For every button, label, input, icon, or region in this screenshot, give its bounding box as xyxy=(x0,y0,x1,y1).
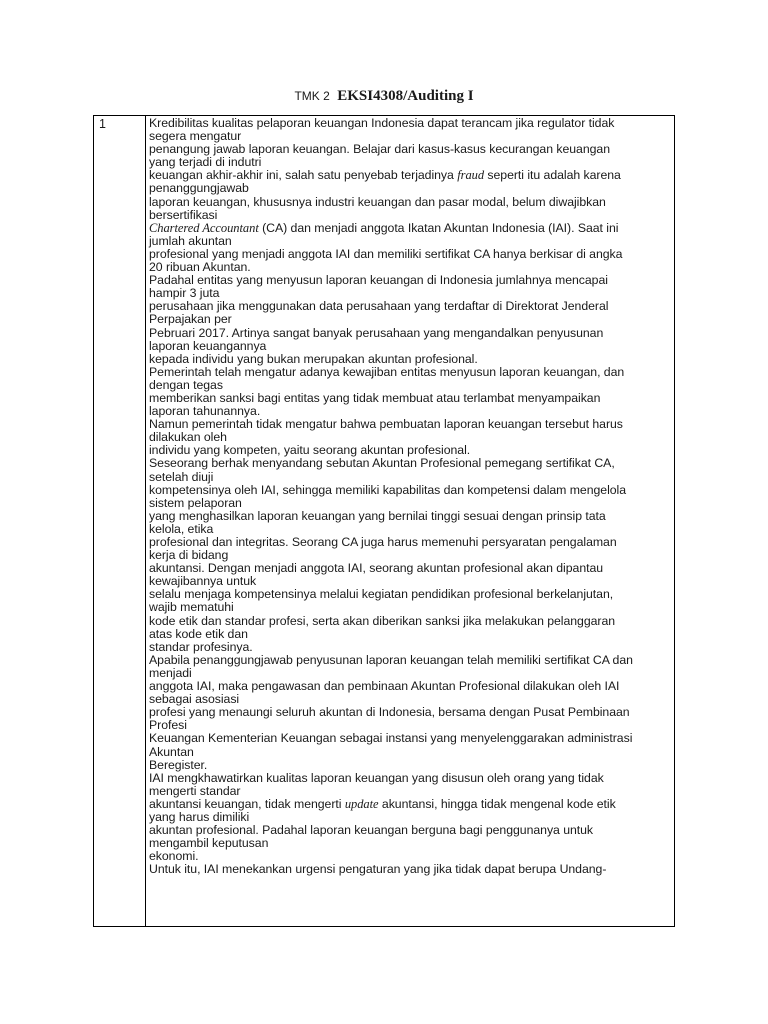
text-segment: Pemerintah telah mengatur adanya kewajiban entitas menyusun laporan keuangan, dan xyxy=(149,364,625,379)
text-segment: menjadi xyxy=(149,665,192,680)
italic-term: update xyxy=(344,796,379,811)
text-line xyxy=(149,746,674,759)
text-segment: mengambil keputusan xyxy=(149,836,269,851)
text-line xyxy=(149,706,674,719)
text-segment: akuntansi, hingga tidak mengenal kode etik xyxy=(378,796,616,811)
text-segment: wajib mematuhi xyxy=(149,600,234,615)
text-segment: Namun pemerintah tidak mengatur bahwa pembuatan laporan keuangan tersebut harus xyxy=(149,417,623,432)
text-segment: profesional yang menjadi anggota IAI dan memiliki sertifikat CA hanya berkisar di angka xyxy=(149,246,623,261)
text-segment: jumlah akuntan xyxy=(149,233,232,248)
text-segment: perusahaan jika menggunakan data perusahaan yang terdaftar di Direktorat Jenderal xyxy=(149,299,609,314)
text-line xyxy=(149,863,674,876)
text-segment: Beregister. xyxy=(149,757,208,772)
text-segment: kode etik dan standar profesi, serta akan diberikan sanksi jika melakukan pelanggaran xyxy=(149,613,616,628)
text-segment: profesional dan integritas. Seorang CA juga harus memenuhi persyaratan pengalaman xyxy=(149,535,617,549)
row-number: 1 xyxy=(99,117,106,131)
text-segment: segera mengatur xyxy=(149,129,242,144)
text-segment: setelah diuji xyxy=(149,469,214,484)
answer-table xyxy=(93,115,675,927)
text-segment: kompetensinya oleh IAI, sehingga memiliki kapabilitas dan kompetensi dalam mengelola xyxy=(149,482,627,497)
text-segment: ekonomi. xyxy=(149,849,199,864)
text-segment: selalu menjaga kompetensinya melalui kegiatan pendidikan profesional berkelanjutan, xyxy=(149,587,614,602)
text-segment: IAI mengkhawatirkan kualitas laporan keuangan yang disusun oleh orang yang tidak xyxy=(149,770,604,785)
text-segment: seperti itu adalah karena xyxy=(484,168,621,183)
text-line xyxy=(149,837,674,850)
italic-term: Chartered Accountant xyxy=(149,220,259,235)
text-line xyxy=(149,196,674,209)
text-segment: dengan tegas xyxy=(149,377,223,392)
document-title xyxy=(0,87,768,105)
text-segment: yang menghasilkan laporan keuangan yang bernilai tinggi sesuai dengan prinsip tata xyxy=(149,508,606,523)
text-segment: Keuangan Kementerian Keuangan sebagai instansi yang menyelenggarakan administrasi xyxy=(149,731,633,746)
text-line xyxy=(149,732,674,745)
text-segment: sebagai asosiasi xyxy=(149,692,240,707)
text-segment: Perpajakan per xyxy=(149,312,232,327)
text-segment: memberikan sanksi bagi entitas yang tidak membuat atau terlambat menyampaikan xyxy=(149,390,601,405)
text-segment: yang harus dimiliki xyxy=(149,809,250,824)
text-segment: individu yang kompeten, yaitu seorang akuntan profesional. xyxy=(149,443,471,458)
text-line xyxy=(149,457,674,470)
text-segment: keuangan akhir-akhir ini, salah satu penyebab terjadinya xyxy=(149,168,458,183)
text-segment: kerja di bidang xyxy=(149,548,229,563)
text-segment: yang terjadi di indutri xyxy=(149,155,262,170)
text-segment: 20 ribuan Akuntan. xyxy=(149,260,251,275)
course-title: EKSI4308/Auditing I xyxy=(337,88,474,104)
text-segment: Untuk itu, IAI menekankan urgensi pengaturan yang jika tidak dapat berupa Undang- xyxy=(149,862,607,877)
text-segment: Seseorang berhak menyandang sebutan Akuntan Profesional pemegang sertifikat CA, xyxy=(149,456,615,471)
text-segment: Apabila penanggungjawab penyusunan laporan keuangan telah memiliki sertifikat CA dan xyxy=(149,652,633,667)
text-segment: akuntansi. Dengan menjadi anggota IAI, seorang akuntan profesional akan dipantau xyxy=(149,561,604,576)
text-segment: (CA) dan menjadi anggota Ikatan Akuntan Indonesia (IAI). Saat ini xyxy=(258,220,619,235)
text-segment: Profesi xyxy=(149,718,187,733)
text-segment: akuntan profesional. Padahal laporan keuangan berguna bagi penggunanya untuk xyxy=(149,823,594,838)
text-segment: akuntansi keuangan, tidak mengerti xyxy=(149,796,345,811)
text-segment: sistem pelaporan xyxy=(149,495,242,510)
text-line xyxy=(149,510,674,523)
text-segment: atas kode etik dan xyxy=(149,626,248,641)
text-segment: Padahal entitas yang menyusun laporan keuangan di Indonesia jumlahnya mencapai xyxy=(149,273,608,288)
text-segment: penangung jawab laporan keuangan. Belajar dari kasus-kasus kecurangan keuangan xyxy=(149,142,610,157)
text-segment: kelola, etika xyxy=(149,521,214,536)
text-segment: standar profesinya. xyxy=(149,639,253,654)
text-segment: hampir 3 juta xyxy=(149,286,220,301)
text-segment: laporan tahunannya. xyxy=(149,404,261,419)
answer-text-cell xyxy=(146,116,674,926)
text-line xyxy=(149,274,674,287)
text-segment: dilakukan oleh xyxy=(149,430,227,445)
text-line xyxy=(149,654,674,667)
text-segment: Akuntan xyxy=(149,744,194,759)
text-segment: kewajibannya untuk xyxy=(149,574,257,589)
text-segment: Pebruari 2017. Artinya sangat banyak perusahaan yang mengandalkan penyusunan xyxy=(149,325,604,340)
text-line xyxy=(149,366,674,379)
text-segment: bersertifikasi xyxy=(149,207,218,222)
text-segment: laporan keuangan, khususnya industri keuangan dan pasar modal, belum diwajibkan xyxy=(149,194,606,209)
assignment-code: TMK 2 xyxy=(294,89,330,103)
text-segment: kepada individu yang bukan merupakan akuntan profesional. xyxy=(149,351,478,366)
text-segment: profesi yang menaungi seluruh akuntan di Indonesia, bersama dengan Pusat Pembinaan xyxy=(149,705,630,720)
text-segment: penanggungjawab xyxy=(149,181,249,196)
row-number-cell xyxy=(94,116,146,926)
text-line xyxy=(149,418,674,431)
text-segment: laporan keuangannya xyxy=(149,338,267,353)
text-segment: anggota IAI, maka pengawasan dan pembinaan Akuntan Profesional dilakukan oleh IAI xyxy=(149,679,620,694)
text-segment: Kredibilitas kualitas pelaporan keuangan Indonesia dapat terancam jika regulator tidak xyxy=(149,116,615,130)
text-segment: mengerti standar xyxy=(149,783,241,798)
italic-term: fraud xyxy=(457,168,485,183)
